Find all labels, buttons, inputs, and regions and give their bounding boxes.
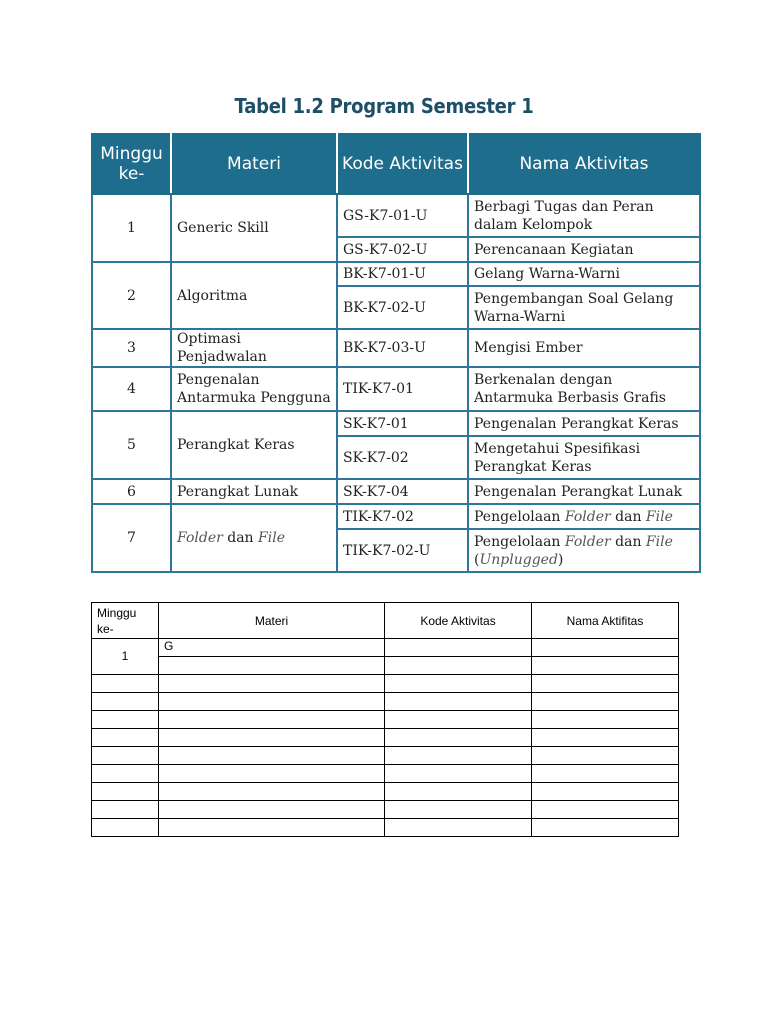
table-row (92, 504, 700, 529)
nama-cell: Pengenalan Perangkat Keras (468, 411, 700, 436)
week-cell: 3 (92, 329, 171, 367)
table-row (92, 711, 679, 729)
paren-close: ) (557, 551, 564, 568)
kode-cell: SK-K7-01 (337, 411, 468, 436)
table-row (92, 693, 679, 711)
week-cell[interactable]: 1 (92, 639, 159, 675)
nama-dan-text: dan (615, 533, 642, 550)
materi-file-text: File (258, 530, 285, 546)
nama-pre-text: Pengelolaan (474, 533, 561, 550)
kode-cell[interactable] (385, 765, 532, 783)
header-nama[interactable]: Nama Aktifitas (532, 603, 679, 639)
kode-cell[interactable] (385, 819, 532, 837)
materi-cell: Algoritma (171, 262, 337, 329)
nama-cell (468, 504, 700, 529)
table-row (92, 367, 700, 411)
table-row (92, 479, 700, 504)
kode-cell[interactable] (385, 783, 532, 801)
nama-cell: Berbagi Tugas dan Peran dalam Kelompok (468, 194, 700, 237)
week-cell[interactable] (92, 693, 159, 711)
table-row (92, 783, 679, 801)
nama-cell[interactable] (532, 711, 679, 729)
nama-cell: Pengembangan Soal Gelang Warna-Warni (468, 286, 700, 329)
week-cell[interactable] (92, 711, 159, 729)
nama-cell: Mengisi Ember (468, 329, 700, 367)
nama-cell[interactable] (532, 747, 679, 765)
week-cell[interactable] (92, 801, 159, 819)
nama-unplugged-text: Unplugged (479, 551, 558, 568)
table-row (92, 801, 679, 819)
table-row (92, 411, 700, 436)
materi-cell (171, 504, 337, 572)
kode-cell: GS-K7-02-U (337, 237, 468, 262)
nama-folder-text: Folder (564, 508, 611, 525)
week-cell: 7 (92, 504, 171, 572)
materi-cell: Perangkat Lunak (171, 479, 337, 504)
materi-cell[interactable] (159, 675, 385, 693)
kode-cell: SK-K7-02 (337, 436, 468, 479)
materi-cell: Generic Skill (171, 194, 337, 262)
materi-cell[interactable] (159, 729, 385, 747)
kode-cell: SK-K7-04 (337, 479, 468, 504)
materi-cell[interactable] (159, 765, 385, 783)
editable-table[interactable] (91, 602, 679, 837)
week-cell[interactable] (92, 729, 159, 747)
kode-cell: TIK-K7-02 (337, 504, 468, 529)
kode-cell: BK-K7-01-U (337, 262, 468, 286)
header-materi[interactable]: Materi (159, 603, 385, 639)
nama-cell: Berkenalan dengan Antarmuka Berbasis Grafis (468, 367, 700, 411)
nama-cell: Pengenalan Perangkat Lunak (468, 479, 700, 504)
nama-cell[interactable] (532, 765, 679, 783)
nama-cell[interactable] (532, 819, 679, 837)
week-cell: 4 (92, 367, 171, 411)
nama-cell[interactable] (532, 693, 679, 711)
week-cell[interactable] (92, 747, 159, 765)
header-kode: Kode Aktivitas (337, 134, 468, 194)
table-row (92, 747, 679, 765)
document-title: Tabel 1.2 Program Semester 1 (234, 94, 534, 118)
materi-dan-text: dan (227, 530, 254, 546)
kode-cell[interactable] (385, 729, 532, 747)
materi-cell: Perangkat Keras (171, 411, 337, 479)
kode-cell: GS-K7-01-U (337, 194, 468, 237)
nama-cell: Perencanaan Kegiatan (468, 237, 700, 262)
kode-cell[interactable] (385, 657, 532, 675)
nama-cell[interactable] (532, 639, 679, 657)
kode-cell[interactable] (385, 711, 532, 729)
nama-cell[interactable] (532, 801, 679, 819)
table-row (92, 765, 679, 783)
table-row (92, 329, 700, 367)
reference-table (91, 133, 701, 573)
materi-cell[interactable] (159, 819, 385, 837)
week-cell: 2 (92, 262, 171, 329)
materi-folder-text: Folder (177, 530, 223, 546)
editable-header-row (92, 603, 679, 639)
kode-cell[interactable] (385, 639, 532, 657)
materi-cell: Optimasi Penjadwalan (171, 329, 337, 367)
materi-cell[interactable] (159, 783, 385, 801)
header-kode[interactable]: Kode Aktivitas (385, 603, 532, 639)
nama-cell: Gelang Warna-Warni (468, 262, 700, 286)
nama-cell[interactable] (532, 657, 679, 675)
materi-cell[interactable] (159, 711, 385, 729)
nama-cell (468, 529, 700, 572)
nama-folder-text: Folder (564, 533, 611, 550)
table-row (92, 657, 679, 675)
week-cell: 6 (92, 479, 171, 504)
paren-open: ( (474, 551, 480, 568)
table-row (92, 262, 700, 286)
week-cell[interactable] (92, 819, 159, 837)
kode-cell[interactable] (385, 747, 532, 765)
header-materi: Materi (171, 134, 337, 194)
reference-header-row (92, 134, 700, 194)
kode-cell: TIK-K7-01 (337, 367, 468, 411)
kode-cell: TIK-K7-02-U (337, 529, 468, 572)
table-row (92, 819, 679, 837)
nama-file-text: File (645, 508, 673, 525)
week-cell[interactable] (92, 675, 159, 693)
header-minggu[interactable]: Minggu ke- (92, 603, 159, 639)
nama-cell[interactable] (532, 675, 679, 693)
header-minggu: Minggu ke- (92, 134, 171, 194)
nama-cell[interactable] (532, 783, 679, 801)
nama-pre-text: Pengelolaan (474, 508, 561, 525)
materi-cell[interactable]: G (159, 639, 385, 657)
materi-cell[interactable] (159, 693, 385, 711)
materi-cell: Pengenalan Antarmuka Pengguna (171, 367, 337, 411)
materi-cell[interactable] (159, 657, 385, 675)
materi-cell[interactable] (159, 801, 385, 819)
week-cell: 1 (92, 194, 171, 262)
kode-cell: BK-K7-03-U (337, 329, 468, 367)
table-row (92, 729, 679, 747)
table-row (92, 639, 679, 657)
nama-cell[interactable] (532, 729, 679, 747)
week-cell[interactable] (92, 783, 159, 801)
header-nama: Nama Aktivitas (468, 134, 700, 194)
kode-cell: BK-K7-02-U (337, 286, 468, 329)
kode-cell[interactable] (385, 801, 532, 819)
nama-dan-text: dan (615, 508, 642, 525)
kode-cell[interactable] (385, 693, 532, 711)
materi-cell[interactable] (159, 747, 385, 765)
week-cell[interactable] (92, 765, 159, 783)
table-row (92, 194, 700, 237)
kode-cell[interactable] (385, 675, 532, 693)
nama-file-text: File (645, 533, 673, 550)
nama-cell: Mengetahui Spesifikasi Perangkat Keras (468, 436, 700, 479)
week-cell: 5 (92, 411, 171, 479)
table-row (92, 675, 679, 693)
